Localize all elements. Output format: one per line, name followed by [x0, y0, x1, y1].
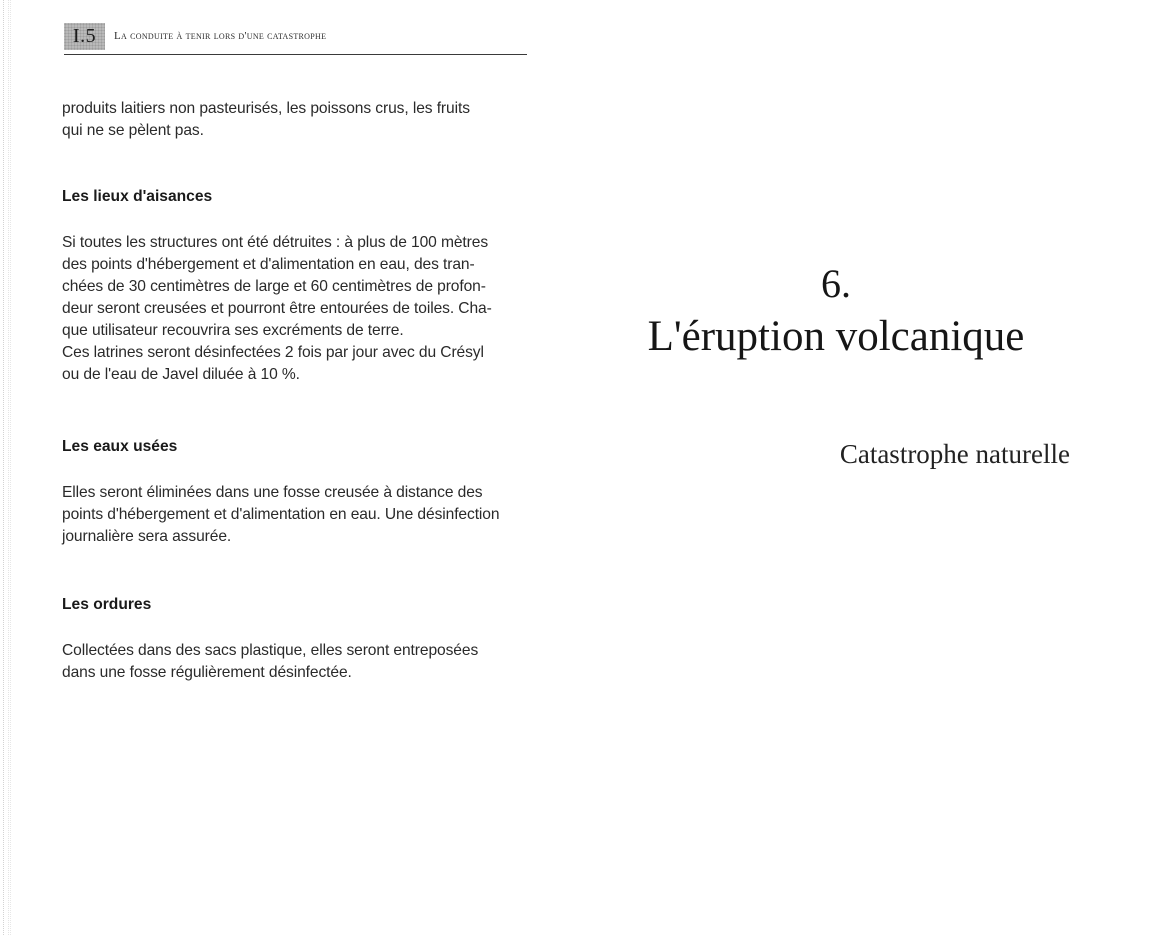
chapter-title: L'éruption volcanique [647, 313, 1025, 360]
text-line: Ces latrines seront désinfectées 2 fois par jour avec du Crésyl [62, 344, 484, 361]
text-line: dans une fosse régulièrement désinfectée. [62, 664, 352, 681]
scan-edge-artifact [3, 0, 9, 935]
text-line: ou de l'eau de Javel diluée à 10 %. [62, 366, 300, 383]
text-line: produits laitiers non pasteurisés, les poissons crus, les fruits [62, 100, 470, 117]
text-line: Si toutes les structures ont été détruites : à plus de 100 mètres [62, 234, 489, 251]
section-heading-lieux-aisances: Les lieux d'aisances [62, 188, 213, 205]
intro-paragraph [62, 98, 470, 142]
scan-edge-artifact-secondary [10, 0, 15, 935]
text-line: deur seront creusées et pourront être entourées de toiles. Cha- [62, 300, 492, 317]
section-number-badge: I.5 [64, 23, 105, 50]
text-line: qui ne se pèlent pas. [62, 122, 204, 139]
text-line: Collectées dans des sacs plastique, elles seront entreposées [62, 642, 479, 659]
text-line: journalière sera assurée. [62, 528, 232, 545]
text-line: des points d'hébergement et d'alimentation en eau, des tran- [62, 256, 475, 273]
chapter-number: 6. [821, 261, 851, 306]
text-line: chées de 30 centimètres de large et 60 centimètres de profon- [62, 278, 486, 295]
running-header [64, 20, 527, 55]
running-title: La conduite à tenir lors d'une catastrophe [114, 30, 327, 42]
section-paragraph-lieux-aisances [62, 232, 492, 386]
chapter-subtitle: Catastrophe naturelle [839, 439, 1070, 469]
section-paragraph-eaux-usees [62, 482, 499, 548]
text-line: Elles seront éliminées dans une fosse creusée à distance des [62, 484, 483, 501]
text-line: points d'hébergement et d'alimentation en eau. Une désinfection [62, 506, 500, 523]
section-paragraph-ordures [62, 640, 478, 684]
text-line: que utilisateur recouvrira ses excréments de terre. [62, 322, 404, 339]
section-heading-eaux-usees: Les eaux usées [62, 438, 178, 455]
section-heading-ordures: Les ordures [62, 596, 152, 613]
